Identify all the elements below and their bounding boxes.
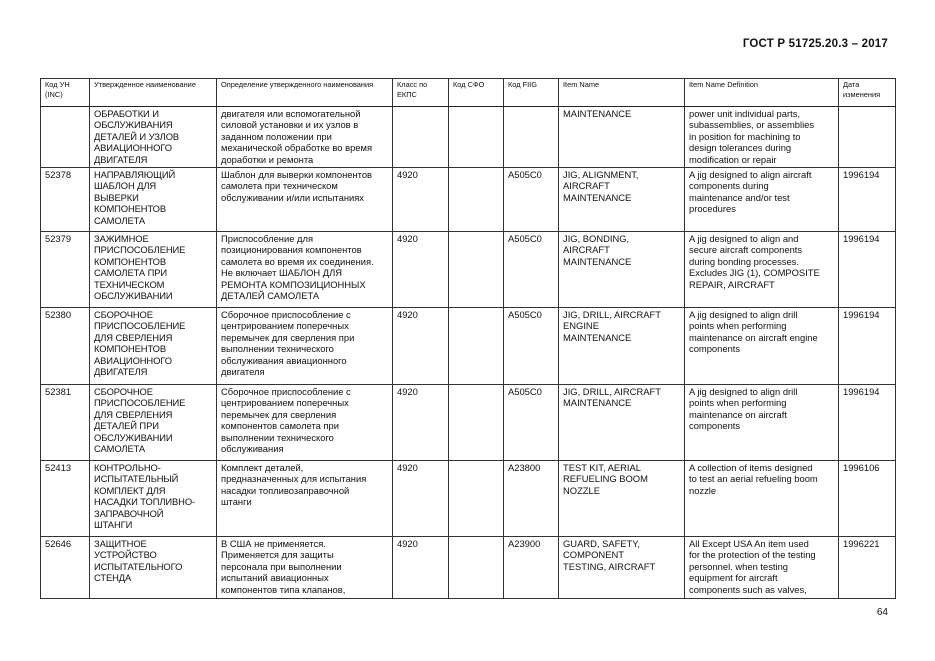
cell-item-definition: A collection of items designed to test an aerial refueling boom nozzle xyxy=(685,461,839,537)
cell-approved-name: ЗАЖИМНОЕ ПРИСПОСОБЛЕНИЕ КОМПОНЕНТОВ САМОЛЕТА ПРИ ТЕХНИЧЕСКОМ ОБСЛУЖИВАНИИ xyxy=(90,232,217,308)
cell-change-date: 1996106 xyxy=(839,461,896,537)
cell-item-definition: All Except USA An item used for the protection of the testing personnel. when testing equipment for aircraft components such as valves, xyxy=(685,537,839,599)
cell-change-date xyxy=(839,107,896,168)
header-definition: Определение утвержденного наименования xyxy=(217,79,393,107)
specification-table xyxy=(40,78,896,599)
cell-item-name: TEST KIT, AERIAL REFUELING BOOM NOZZLE xyxy=(559,461,685,537)
cell-class: 4920 xyxy=(393,385,449,461)
cell-item-name: JIG, ALIGNMENT, AIRCRAFT MAINTENANCE xyxy=(559,168,685,232)
cell-approved-name: КОНТРОЛЬНО- ИСПЫТАТЕЛЬНЫЙ КОМПЛЕКТ ДЛЯ НАСАДКИ ТОПЛИВНО- ЗАПРАВОЧНОЙ ШТАНГИ xyxy=(90,461,217,537)
table-header-row xyxy=(41,79,896,107)
cell-code: 52413 xyxy=(41,461,90,537)
cell-code: 52381 xyxy=(41,385,90,461)
cell-item-name: JIG, BONDING, AIRCRAFT MAINTENANCE xyxy=(559,232,685,308)
header-change-date: Дата изменения xyxy=(839,79,896,107)
document-title: ГОСТ Р 51725.20.3 – 2017 xyxy=(742,38,888,50)
cell-class: 4920 xyxy=(393,308,449,385)
cell-fiig xyxy=(504,107,559,168)
cell-sfo xyxy=(449,232,504,308)
cell-sfo xyxy=(449,537,504,599)
cell-sfo xyxy=(449,168,504,232)
cell-sfo xyxy=(449,308,504,385)
cell-item-name: JIG, DRILL, AIRCRAFT ENGINE MAINTENANCE xyxy=(559,308,685,385)
header-fiig: Код FIIG xyxy=(504,79,559,107)
cell-item-name: GUARD, SAFETY, COMPONENT TESTING, AIRCRAFT xyxy=(559,537,685,599)
cell-fiig: A505C0 xyxy=(504,308,559,385)
cell-fiig: A505C0 xyxy=(504,168,559,232)
cell-definition: Сборочное приспособление с центрированием поперечных перемычек для сверления компонентов самолета при выполнении технического обслуживания xyxy=(217,385,393,461)
cell-item-definition: A jig designed to align drill points when performing maintenance on aircraft components xyxy=(685,385,839,461)
cell-fiig: A23900 xyxy=(504,537,559,599)
cell-change-date: 1996194 xyxy=(839,308,896,385)
cell-approved-name: СБОРОЧНОЕ ПРИСПОСОБЛЕНИЕ ДЛЯ СВЕРЛЕНИЯ ДЕТАЛЕЙ ПРИ ОБСЛУЖИВАНИИ САМОЛЕТА xyxy=(90,385,217,461)
cell-approved-name: ОБРАБОТКИ И ОБСЛУЖИВАНИЯ ДЕТАЛЕЙ И УЗЛОВ АВИАЦИОННОГО ДВИГАТЕЛЯ xyxy=(90,107,217,168)
cell-code: 52380 xyxy=(41,308,90,385)
cell-definition: Приспособление для позиционирования компонентов самолета во время их соединения. Не включает ШАБЛОН ДЛЯ РЕМОНТА КОМПОЗИЦИОННЫХ ДЕТАЛЕЙ САМОЛЕТА xyxy=(217,232,393,308)
cell-class: 4920 xyxy=(393,537,449,599)
header-approved-name: Утвержденное наименование xyxy=(90,79,217,107)
table-row xyxy=(41,107,896,168)
table-row xyxy=(41,168,896,232)
cell-approved-name: НАПРАВЛЯЮЩИЙ ШАБЛОН ДЛЯ ВЫВЕРКИ КОМПОНЕНТОВ САМОЛЕТА xyxy=(90,168,217,232)
cell-change-date: 1996221 xyxy=(839,537,896,599)
cell-code: 52379 xyxy=(41,232,90,308)
cell-item-definition: A jig designed to align and secure aircraft components during bonding processes. Excludes JIG (1), COMPOSITE REPAIR, AIRCRAFT xyxy=(685,232,839,308)
header-class: Класс по ЕКПС xyxy=(393,79,449,107)
cell-item-name: MAINTENANCE xyxy=(559,107,685,168)
header-item-name: Item Name xyxy=(559,79,685,107)
cell-sfo xyxy=(449,385,504,461)
cell-item-name: JIG, DRILL, AIRCRAFT MAINTENANCE xyxy=(559,385,685,461)
cell-definition: двигателя или вспомогательной силовой установки и их узлов в заданном положении при механической обработке во время доработки и ремонта xyxy=(217,107,393,168)
cell-sfo xyxy=(449,461,504,537)
cell-approved-name: ЗАЩИТНОЕ УСТРОЙСТВО ИСПЫТАТЕЛЬНОГО СТЕНДА xyxy=(90,537,217,599)
cell-class: 4920 xyxy=(393,461,449,537)
cell-definition: Комплект деталей, предназначенных для испытания насадки топливозаправочной штанги xyxy=(217,461,393,537)
cell-definition: В США не применяется. Применяется для защиты персонала при выполнении испытаний авиационных компонентов типа клапанов, xyxy=(217,537,393,599)
cell-change-date: 1996194 xyxy=(839,232,896,308)
table-row xyxy=(41,308,896,385)
table-row xyxy=(41,461,896,537)
table-row xyxy=(41,385,896,461)
cell-fiig: A505C0 xyxy=(504,385,559,461)
cell-approved-name: СБОРОЧНОЕ ПРИСПОСОБЛЕНИЕ ДЛЯ СВЕРЛЕНИЯ КОМПОНЕНТОВ АВИАЦИОННОГО ДВИГАТЕЛЯ xyxy=(90,308,217,385)
header-sfo: Код СФО xyxy=(449,79,504,107)
cell-class: 4920 xyxy=(393,232,449,308)
cell-item-definition: A jig designed to align drill points when performing maintenance on aircraft engine components xyxy=(685,308,839,385)
cell-item-definition: A jig designed to align aircraft components during maintenance and/or test procedures xyxy=(685,168,839,232)
cell-fiig: A23800 xyxy=(504,461,559,537)
cell-item-definition: power unit individual parts, subassemblies, or assemblies in position for machining to design tolerances during modification or repair xyxy=(685,107,839,168)
cell-code: 52378 xyxy=(41,168,90,232)
cell-code: 52646 xyxy=(41,537,90,599)
cell-class: 4920 xyxy=(393,168,449,232)
cell-code xyxy=(41,107,90,168)
page-number: 64 xyxy=(876,607,888,618)
cell-definition: Сборочное приспособление с центрированием поперечных перемычек для сверления при выполнении технического обслуживания авиационного двигателя xyxy=(217,308,393,385)
cell-sfo xyxy=(449,107,504,168)
cell-class xyxy=(393,107,449,168)
cell-definition: Шаблон для выверки компонентов самолета при техническом обслуживании и/или испытаниях xyxy=(217,168,393,232)
header-item-definition: Item Name Definition xyxy=(685,79,839,107)
table-row xyxy=(41,537,896,599)
header-code: Код УН (INC) xyxy=(41,79,90,107)
cell-fiig: A505C0 xyxy=(504,232,559,308)
cell-change-date: 1996194 xyxy=(839,385,896,461)
table-row xyxy=(41,232,896,308)
cell-change-date: 1996194 xyxy=(839,168,896,232)
